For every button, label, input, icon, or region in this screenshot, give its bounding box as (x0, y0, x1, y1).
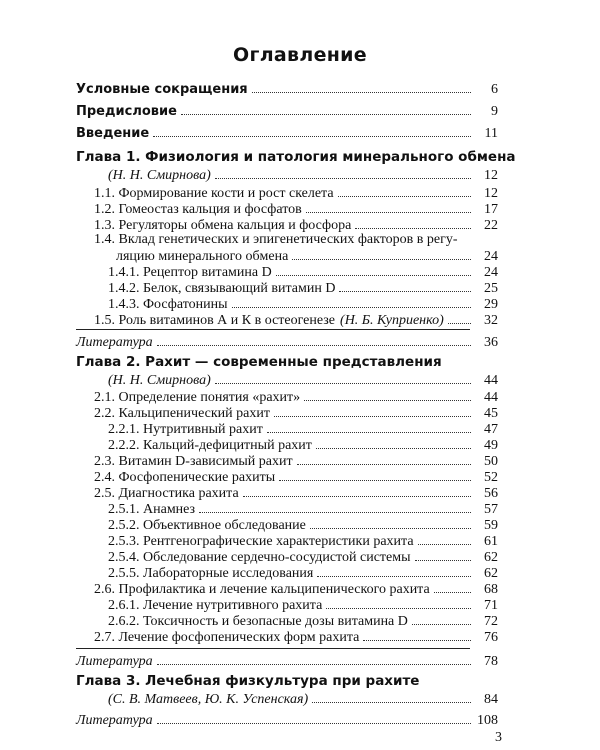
literature-label: Литература (76, 335, 153, 350)
leader-dots (317, 564, 471, 577)
toc-entry-page: 25 (484, 281, 498, 296)
page-title: Оглавление (233, 44, 367, 66)
toc-entry-page: 61 (484, 534, 498, 549)
toc-entry[interactable] (76, 333, 498, 351)
leader-dots (199, 500, 471, 513)
chapter-1-title[interactable]: Глава 1. Физиология и патология минерального обмена (76, 149, 516, 165)
leader-dots (215, 371, 471, 384)
toc-entry-label: 2.6.1. Лечение нутритивного рахита (108, 598, 323, 613)
toc-entry-label: 2.5.1. Анамнез (108, 502, 196, 517)
toc-entry-label: 2.4. Фосфопенические рахиты (94, 470, 276, 485)
leader-dots (267, 420, 471, 433)
leader-dots (157, 652, 471, 665)
toc-entry-page: 32 (484, 313, 498, 328)
toc-entry[interactable] (76, 711, 498, 729)
leader-dots (355, 216, 471, 229)
leader-dots (339, 279, 471, 292)
leader-dots (338, 184, 471, 197)
toc-entry-label: 1.3. Регуляторы обмена кальция и фосфора (94, 218, 352, 233)
leader-dots (276, 263, 471, 276)
literature-label: Литература (76, 713, 153, 728)
toc-entry-page: 57 (484, 502, 498, 517)
toc-entry-label: 2.6.2. Токсичность и безопасные дозы витамина D (108, 614, 408, 629)
toc-entry[interactable] (76, 652, 498, 670)
chapter-2-author[interactable] (108, 371, 498, 389)
toc-entry-page: 50 (484, 454, 498, 469)
toc-entry-label: 2.1. Определение понятия «рахит» (94, 390, 301, 405)
leader-dots (215, 166, 471, 179)
literature-label: Литература (76, 654, 153, 669)
toc-entry-page: 52 (484, 470, 498, 485)
leader-dots (363, 628, 471, 641)
chapter-1-author[interactable] (108, 166, 498, 184)
leader-dots (243, 484, 471, 497)
toc-entry-page: 72 (484, 614, 498, 629)
toc-entry-page: 56 (484, 486, 498, 501)
leader-dots (316, 436, 471, 449)
toc-entry-page: 108 (477, 713, 498, 728)
toc-entry[interactable] (76, 80, 498, 98)
toc-entry-label: 1.4.2. Белок, связывающий витамин D (108, 281, 336, 296)
toc-entry-page: 62 (484, 566, 498, 581)
toc-entry-page: 59 (484, 518, 498, 533)
leader-dots (181, 102, 471, 115)
toc-entry-page: 45 (484, 406, 498, 421)
toc-entry-label: 1.1. Формирование кости и рост скелета (94, 186, 334, 201)
toc-entry-page: 29 (484, 297, 498, 312)
toc-entry-page: 22 (484, 218, 498, 233)
leader-dots (279, 468, 471, 481)
leader-dots (312, 690, 471, 703)
toc-entry-page: 84 (484, 692, 498, 707)
chapter-author: (Н. Н. Смирнова) (108, 373, 211, 388)
toc-entry[interactable] (76, 124, 498, 142)
leader-dots (448, 311, 471, 324)
leader-dots (326, 596, 471, 609)
toc-entry[interactable] (94, 311, 498, 329)
leader-dots (434, 580, 471, 593)
toc-entry-page: 49 (484, 438, 498, 453)
toc-entry-page: 36 (484, 335, 498, 350)
toc-entry-label: 1.2. Гомеостаз кальция и фосфатов (94, 202, 302, 217)
toc-entry-page: 24 (484, 249, 498, 264)
toc-entry-label: 2.2. Кальципенический рахит (94, 406, 270, 421)
chapter-3-author[interactable] (108, 690, 498, 708)
leader-dots (415, 548, 471, 561)
toc-entry-label: 1.4.3. Фосфатонины (108, 297, 228, 312)
toc-entry-page: 71 (484, 598, 498, 613)
leader-dots (153, 124, 471, 137)
leader-dots (232, 295, 471, 308)
toc-entry-label: 1.4.1. Рецептор витамина D (108, 265, 272, 280)
leader-dots (418, 532, 471, 545)
toc-entry-author: (Н. Б. Куприенко) (340, 313, 444, 328)
toc-entry-label: Условные сокращения (76, 82, 248, 97)
chapter-2-title[interactable]: Глава 2. Рахит — современные представления (76, 354, 442, 370)
leader-dots (274, 404, 471, 417)
chapter-author: (С. В. Матвеев, Ю. К. Успенская) (108, 692, 309, 707)
toc-entry-label: 2.2.2. Кальций-дефицитный рахит (108, 438, 312, 453)
leader-dots (157, 711, 471, 724)
leader-dots (297, 452, 471, 465)
chapter-3-title[interactable]: Глава 3. Лечебная физкультура при рахите (76, 673, 420, 689)
toc-entry-page: 68 (484, 582, 498, 597)
toc-entry-label: Предисловие (76, 104, 177, 119)
toc-entry-label: Введение (76, 126, 150, 141)
toc-entry-page: 12 (484, 168, 498, 183)
toc-entry-page: 24 (484, 265, 498, 280)
divider (76, 329, 470, 330)
toc-entry-label: 2.5.5. Лабораторные исследования (108, 566, 314, 581)
chapter-author: (Н. Н. Смирнова) (108, 168, 211, 183)
toc-entry-label-line[interactable]: 1.4. Вклад генетических и эпигенетических факторов в регу- (94, 232, 458, 247)
toc-entry-page: 62 (484, 550, 498, 565)
toc-entry-label: 2.5. Диагностика рахита (94, 486, 239, 501)
leader-dots (310, 516, 471, 529)
leader-dots (292, 247, 471, 260)
toc-entry-label: 2.2.1. Нутритивный рахит (108, 422, 263, 437)
toc-entry[interactable] (76, 102, 498, 120)
toc-entry-page: 44 (484, 390, 498, 405)
page-number: 3 (495, 730, 502, 745)
toc-entry-label: 2.7. Лечение фосфопенических форм рахита (94, 630, 360, 645)
toc-entry-page: 6 (491, 82, 498, 97)
toc-entry-label: 1.5. Роль витаминов А и К в остеогенезе (94, 313, 336, 328)
leader-dots (412, 612, 471, 625)
toc-entry-label: 2.6. Профилактика и лечение кальципенического рахита (94, 582, 430, 597)
leader-dots (304, 388, 471, 401)
toc-entry-label: ляцию минерального обмена (116, 249, 289, 264)
toc-entry-label: 2.5.4. Обследование сердечно-сосудистой системы (108, 550, 411, 565)
toc-entry-page: 76 (484, 630, 498, 645)
toc-entry-page: 9 (491, 104, 498, 119)
toc-entry[interactable] (94, 628, 498, 646)
toc-entry-label: 2.5.2. Объективное обследование (108, 518, 306, 533)
toc-entry-page: 44 (484, 373, 498, 388)
toc-entry-page: 47 (484, 422, 498, 437)
divider (76, 648, 470, 649)
leader-dots (306, 200, 471, 213)
toc-entry-label: 2.3. Витамин D-зависимый рахит (94, 454, 293, 469)
toc-entry-page: 17 (484, 202, 498, 217)
toc-entry-page: 12 (484, 186, 498, 201)
leader-dots (157, 333, 471, 346)
leader-dots (252, 80, 471, 93)
toc-entry-label: 2.5.3. Рентгенографические характеристики рахита (108, 534, 414, 549)
toc-entry-page: 78 (484, 654, 498, 669)
toc-entry-page: 11 (484, 126, 498, 141)
